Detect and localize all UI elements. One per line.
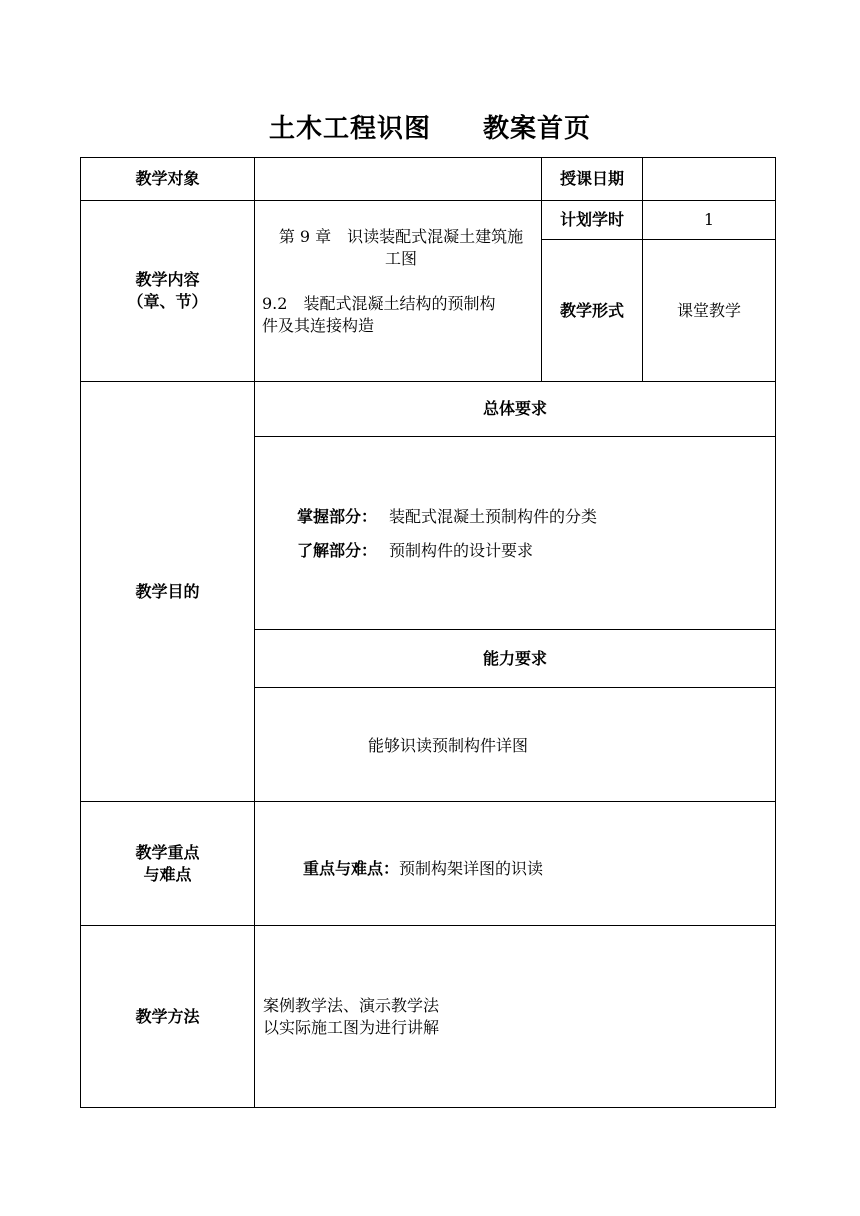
label-object: 教学对象 [135, 169, 200, 188]
understand-row [297, 540, 533, 562]
row-divider-ability-header [254, 687, 776, 688]
method-line1: 案例教学法、演示教学法 [263, 996, 440, 1015]
row-divider-overall [254, 436, 776, 437]
chapter-line1: 第 9 章 识读装配式混凝土建筑施 [278, 227, 524, 246]
title-left: 土木工程识图 [268, 114, 431, 144]
understand-text: 预制构件的设计要求 [389, 541, 534, 560]
label-focus-line1: 教学重点 [135, 842, 200, 862]
master-text: 装配式混凝土预制构件的分类 [389, 507, 598, 526]
value-date [643, 158, 775, 200]
value-hours: 1 [703, 210, 715, 229]
page-title [0, 108, 860, 145]
method-line2: 以实际施工图为进行讲解 [263, 1018, 440, 1037]
section-line1: 9.2 装配式混凝土结构的预制构 [262, 294, 496, 313]
table-border-right [775, 157, 776, 1108]
chapter-line2: 工图 [384, 249, 417, 268]
focus-row [303, 858, 543, 880]
label-content [81, 201, 254, 381]
understand-label: 了解部分： [297, 541, 378, 560]
label-form: 教学形式 [559, 300, 624, 320]
label-hours: 计划学时 [559, 210, 624, 229]
table-border-bottom [80, 1107, 776, 1108]
label-content-line1: 教学内容 [135, 270, 200, 289]
title-right: 教案首页 [483, 114, 592, 144]
label-goals: 教学目的 [135, 581, 200, 601]
label-date: 授课日期 [559, 169, 624, 188]
focus-key-label: 重点与难点： [303, 859, 400, 878]
value-form: 课堂教学 [676, 300, 741, 320]
label-focus [81, 802, 254, 925]
value-object [255, 158, 541, 200]
ability-header: 能力要求 [482, 648, 547, 668]
ability-text: 能够识读预制构件详图 [368, 736, 529, 755]
focus-key-text: 预制构架详图的识读 [399, 859, 544, 878]
master-label: 掌握部分： [297, 507, 378, 526]
section-line2: 件及其连接构造 [262, 316, 375, 335]
master-row [297, 506, 597, 528]
label-focus-line2: 与难点 [143, 864, 192, 884]
label-method: 教学方法 [135, 1006, 200, 1026]
label-content-line2: （章、节） [127, 292, 208, 311]
overall-header: 总体要求 [482, 399, 547, 418]
